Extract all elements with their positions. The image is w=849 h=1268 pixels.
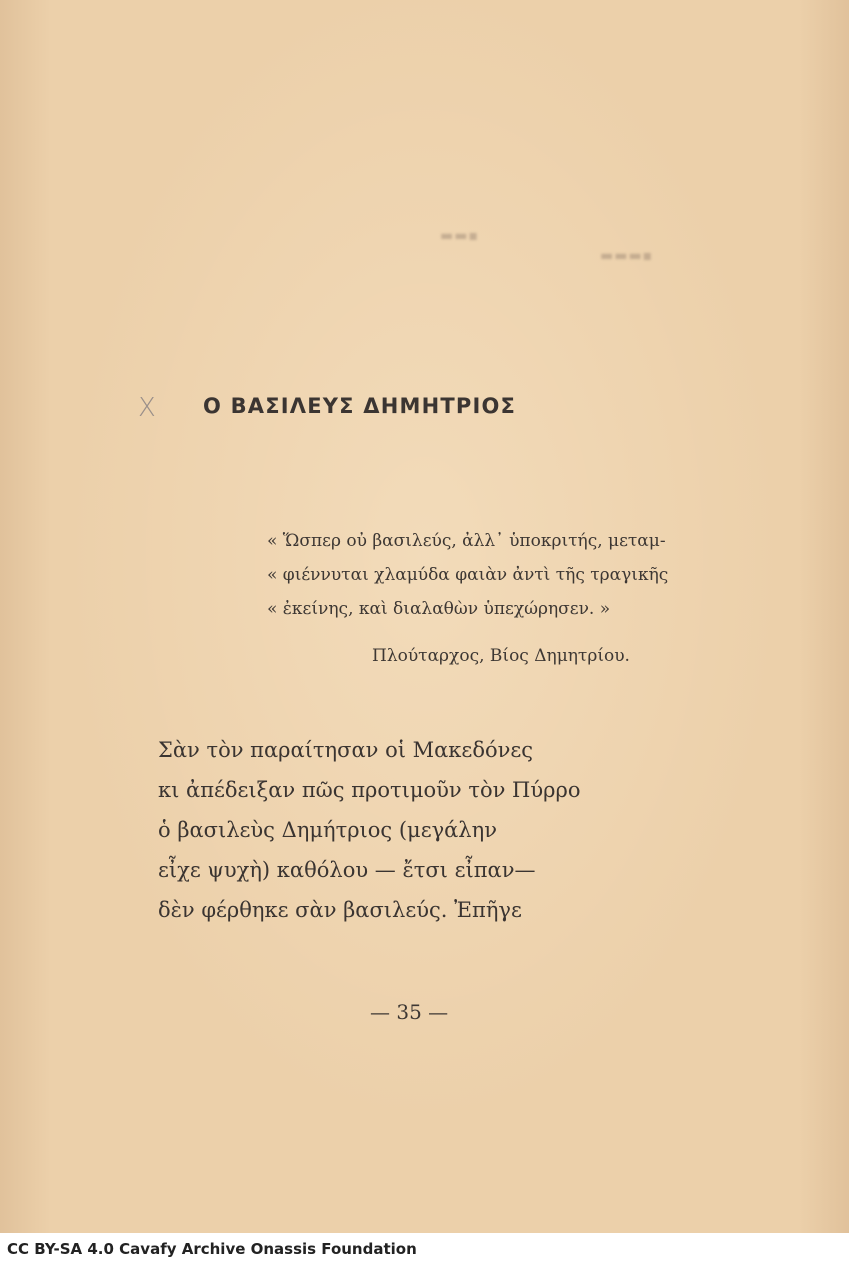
poem-title: Ο ΒΑΣΙΛΕΥΣ ΔΗΜΗΤΡΙΟΣ: [203, 394, 517, 418]
poem-line: Σὰν τὸν παραίτησαν οἱ Μακεδόνες: [158, 738, 534, 762]
poem-line: εἶχε ψυχὴ) καθόλου — ἔτσι εἶπαν—: [158, 858, 536, 882]
page-number: — 35 —: [370, 1000, 449, 1024]
epigraph-line: « φιέννυται χλαμύδα φαιὰν ἀντὶ τῆς τραγικῆς: [267, 565, 669, 585]
handwritten-cross-mark: X: [138, 393, 156, 423]
license-credit: CC BY-SA 4.0 Cavafy Archive Onassis Foundation: [7, 1240, 417, 1258]
epigraph-line: « ἐκείνης, καὶ διαλαθὼν ὑπεχώρησεν. »: [267, 599, 611, 619]
footer-bar: [0, 1233, 849, 1268]
poem-body: [158, 730, 580, 930]
poem-line: κι ἀπέδειξαν πῶς προτιμοῦν τὸν Πύρρο: [158, 778, 581, 802]
faint-stamp-mark: ▬▬▪: [440, 228, 479, 244]
epigraph-attribution: Πλούταρχος, Βίος Δημητρίου.: [372, 646, 630, 666]
epigraph: [267, 524, 668, 626]
poem-line: δὲν φέρθηκε σὰν βασιλεύς. Ἐπῆγε: [158, 898, 522, 922]
epigraph-line: « Ὥσπερ οὐ βασιλεύς, ἀλλ᾽ ὑποκριτής, μεταμ-: [267, 531, 666, 551]
poem-line: ὁ βασιλεὺς Δημήτριος (μεγάλην: [158, 818, 497, 842]
faint-stamp-mark: ▬▬▬▪: [600, 248, 654, 264]
